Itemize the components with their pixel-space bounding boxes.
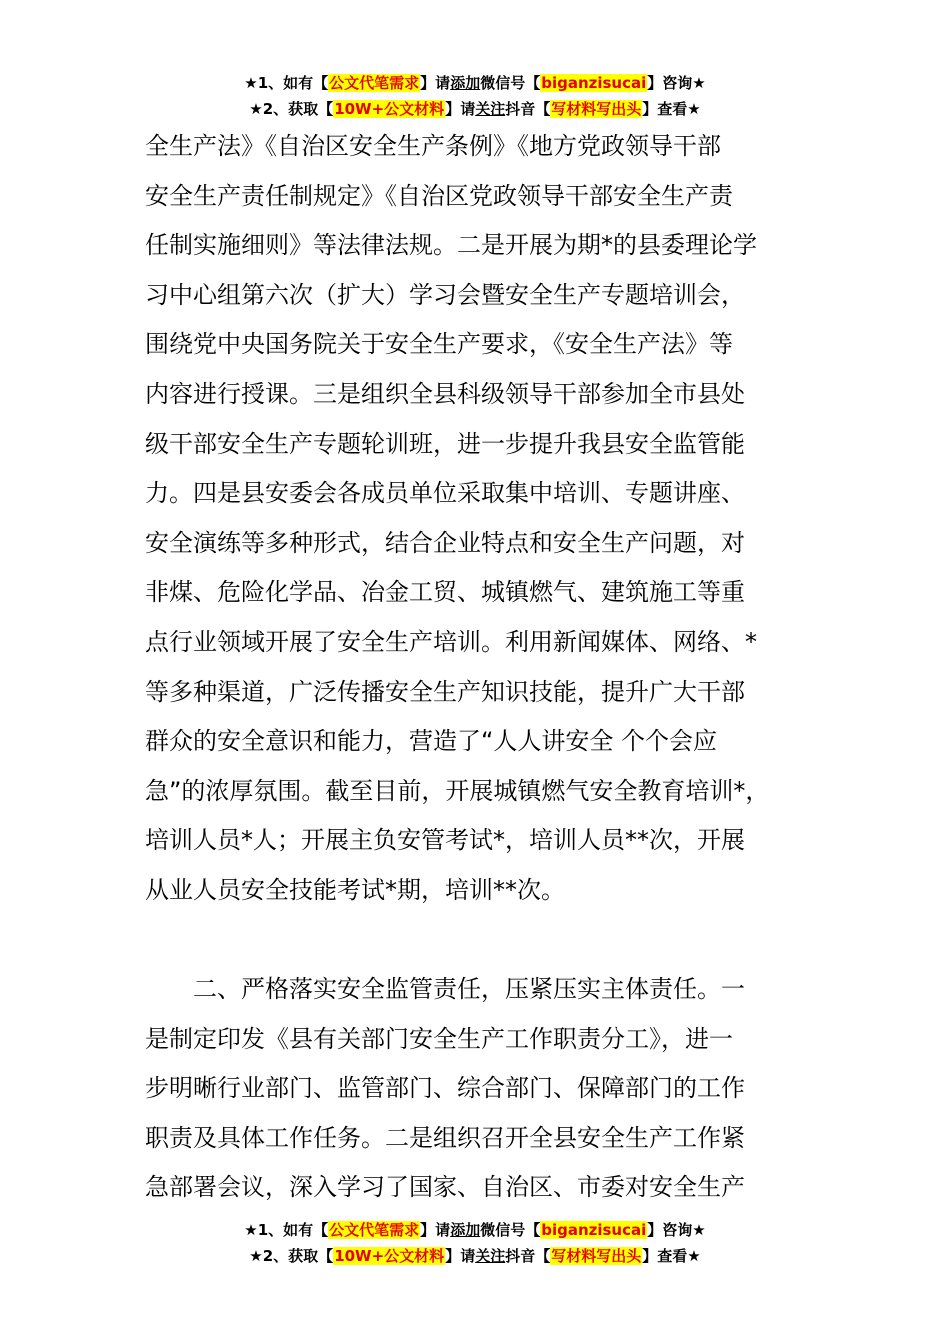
text-line: 内容进行授课。三是组织全县科级领导干部参加全市县处 <box>145 379 745 408</box>
text-line: 培训人员*人；开展主负安管考试*，培训人员**次，开展 <box>145 826 745 855</box>
text-line: 级干部安全生产专题轮训班，进一步提升我县安全监管能 <box>145 429 745 458</box>
text-line: 非煤、危险化学品、冶金工贸、城镇燃气、建筑施工等重 <box>145 578 745 607</box>
promo-line-2: ★2、获取【10W+公文材料】请关注抖音【写材料写出头】查看★ <box>249 1247 701 1265</box>
promo-douyin-id: 写材料写出头 <box>551 100 642 118</box>
text-line: 围绕党中央国务院关于安全生产要求，《安全生产法》等 <box>145 330 733 359</box>
text-line: 从业人员安全技能考试*期，培训**次。 <box>145 875 565 904</box>
text-line: 力。四是县安委会各成员单位采取集中培训、专题讲座、 <box>145 479 745 508</box>
promo-wechat-id: biganzisucai <box>541 1221 647 1239</box>
promo-wechat-id: biganzisucai <box>541 74 647 92</box>
promo-line-1: ★1、如有【公文代笔需求】请添加微信号【biganzisucai】咨询★ <box>244 74 706 92</box>
paragraph-training <box>145 122 825 916</box>
text-line: 二、严格落实安全监管责任，压紧压实主体责任。一 <box>193 975 745 1004</box>
promo-highlight: 10W+公文材料 <box>334 100 445 118</box>
footer-promo-banner <box>0 1217 950 1269</box>
text-line: 安全演练等多种形式，结合企业特点和安全生产问题，对 <box>145 528 745 557</box>
promo-douyin-id: 写材料写出头 <box>551 1247 642 1265</box>
promo-highlight: 公文代笔需求 <box>329 1221 420 1239</box>
text-line: 急部署会议，深入学习了国家、自治区、市委对安全生产 <box>145 1173 745 1202</box>
text-line: 是制定印发《县有关部门安全生产工作职责分工》，进一 <box>145 1024 733 1053</box>
text-line: 习中心组第六次（扩大）学习会暨安全生产专题培训会， <box>145 280 745 309</box>
text-line: 点行业领域开展了安全生产培训。利用新闻媒体、网络、* <box>145 627 757 656</box>
header-promo-banner <box>0 70 950 122</box>
promo-line-2: ★2、获取【10W+公文材料】请关注抖音【写材料写出头】查看★ <box>249 100 701 118</box>
text-line: 等多种渠道，广泛传播安全生产知识技能，提升广大干部 <box>145 677 745 706</box>
text-line: 安全生产责任制规定》《自治区党政领导干部安全生产责 <box>145 181 733 210</box>
text-line: 全生产法》《自治区安全生产条例》《地方党政领导干部 <box>145 132 721 160</box>
promo-highlight: 公文代笔需求 <box>329 74 420 92</box>
text-line: 任制实施细则》等法律法规。二是开展为期*的县委理论学 <box>145 231 757 260</box>
text-line: 群众的安全意识和能力，营造了“人人讲安全 个个会应 <box>145 727 718 756</box>
promo-highlight: 10W+公文材料 <box>334 1247 445 1265</box>
promo-line-1: ★1、如有【公文代笔需求】请添加微信号【biganzisucai】咨询★ <box>244 1221 706 1239</box>
text-line: 职责及具体工作任务。二是组织召开全县安全生产工作紧 <box>145 1123 745 1152</box>
paragraph-responsibility <box>145 965 825 1213</box>
text-line: 步明晰行业部门、监管部门、综合部门、保障部门的工作 <box>145 1074 745 1103</box>
document-body <box>145 122 825 1213</box>
text-line: 急”的浓厚氛围。截至目前，开展城镇燃气安全教育培训*， <box>145 776 770 805</box>
paragraph-spacer <box>145 916 825 966</box>
